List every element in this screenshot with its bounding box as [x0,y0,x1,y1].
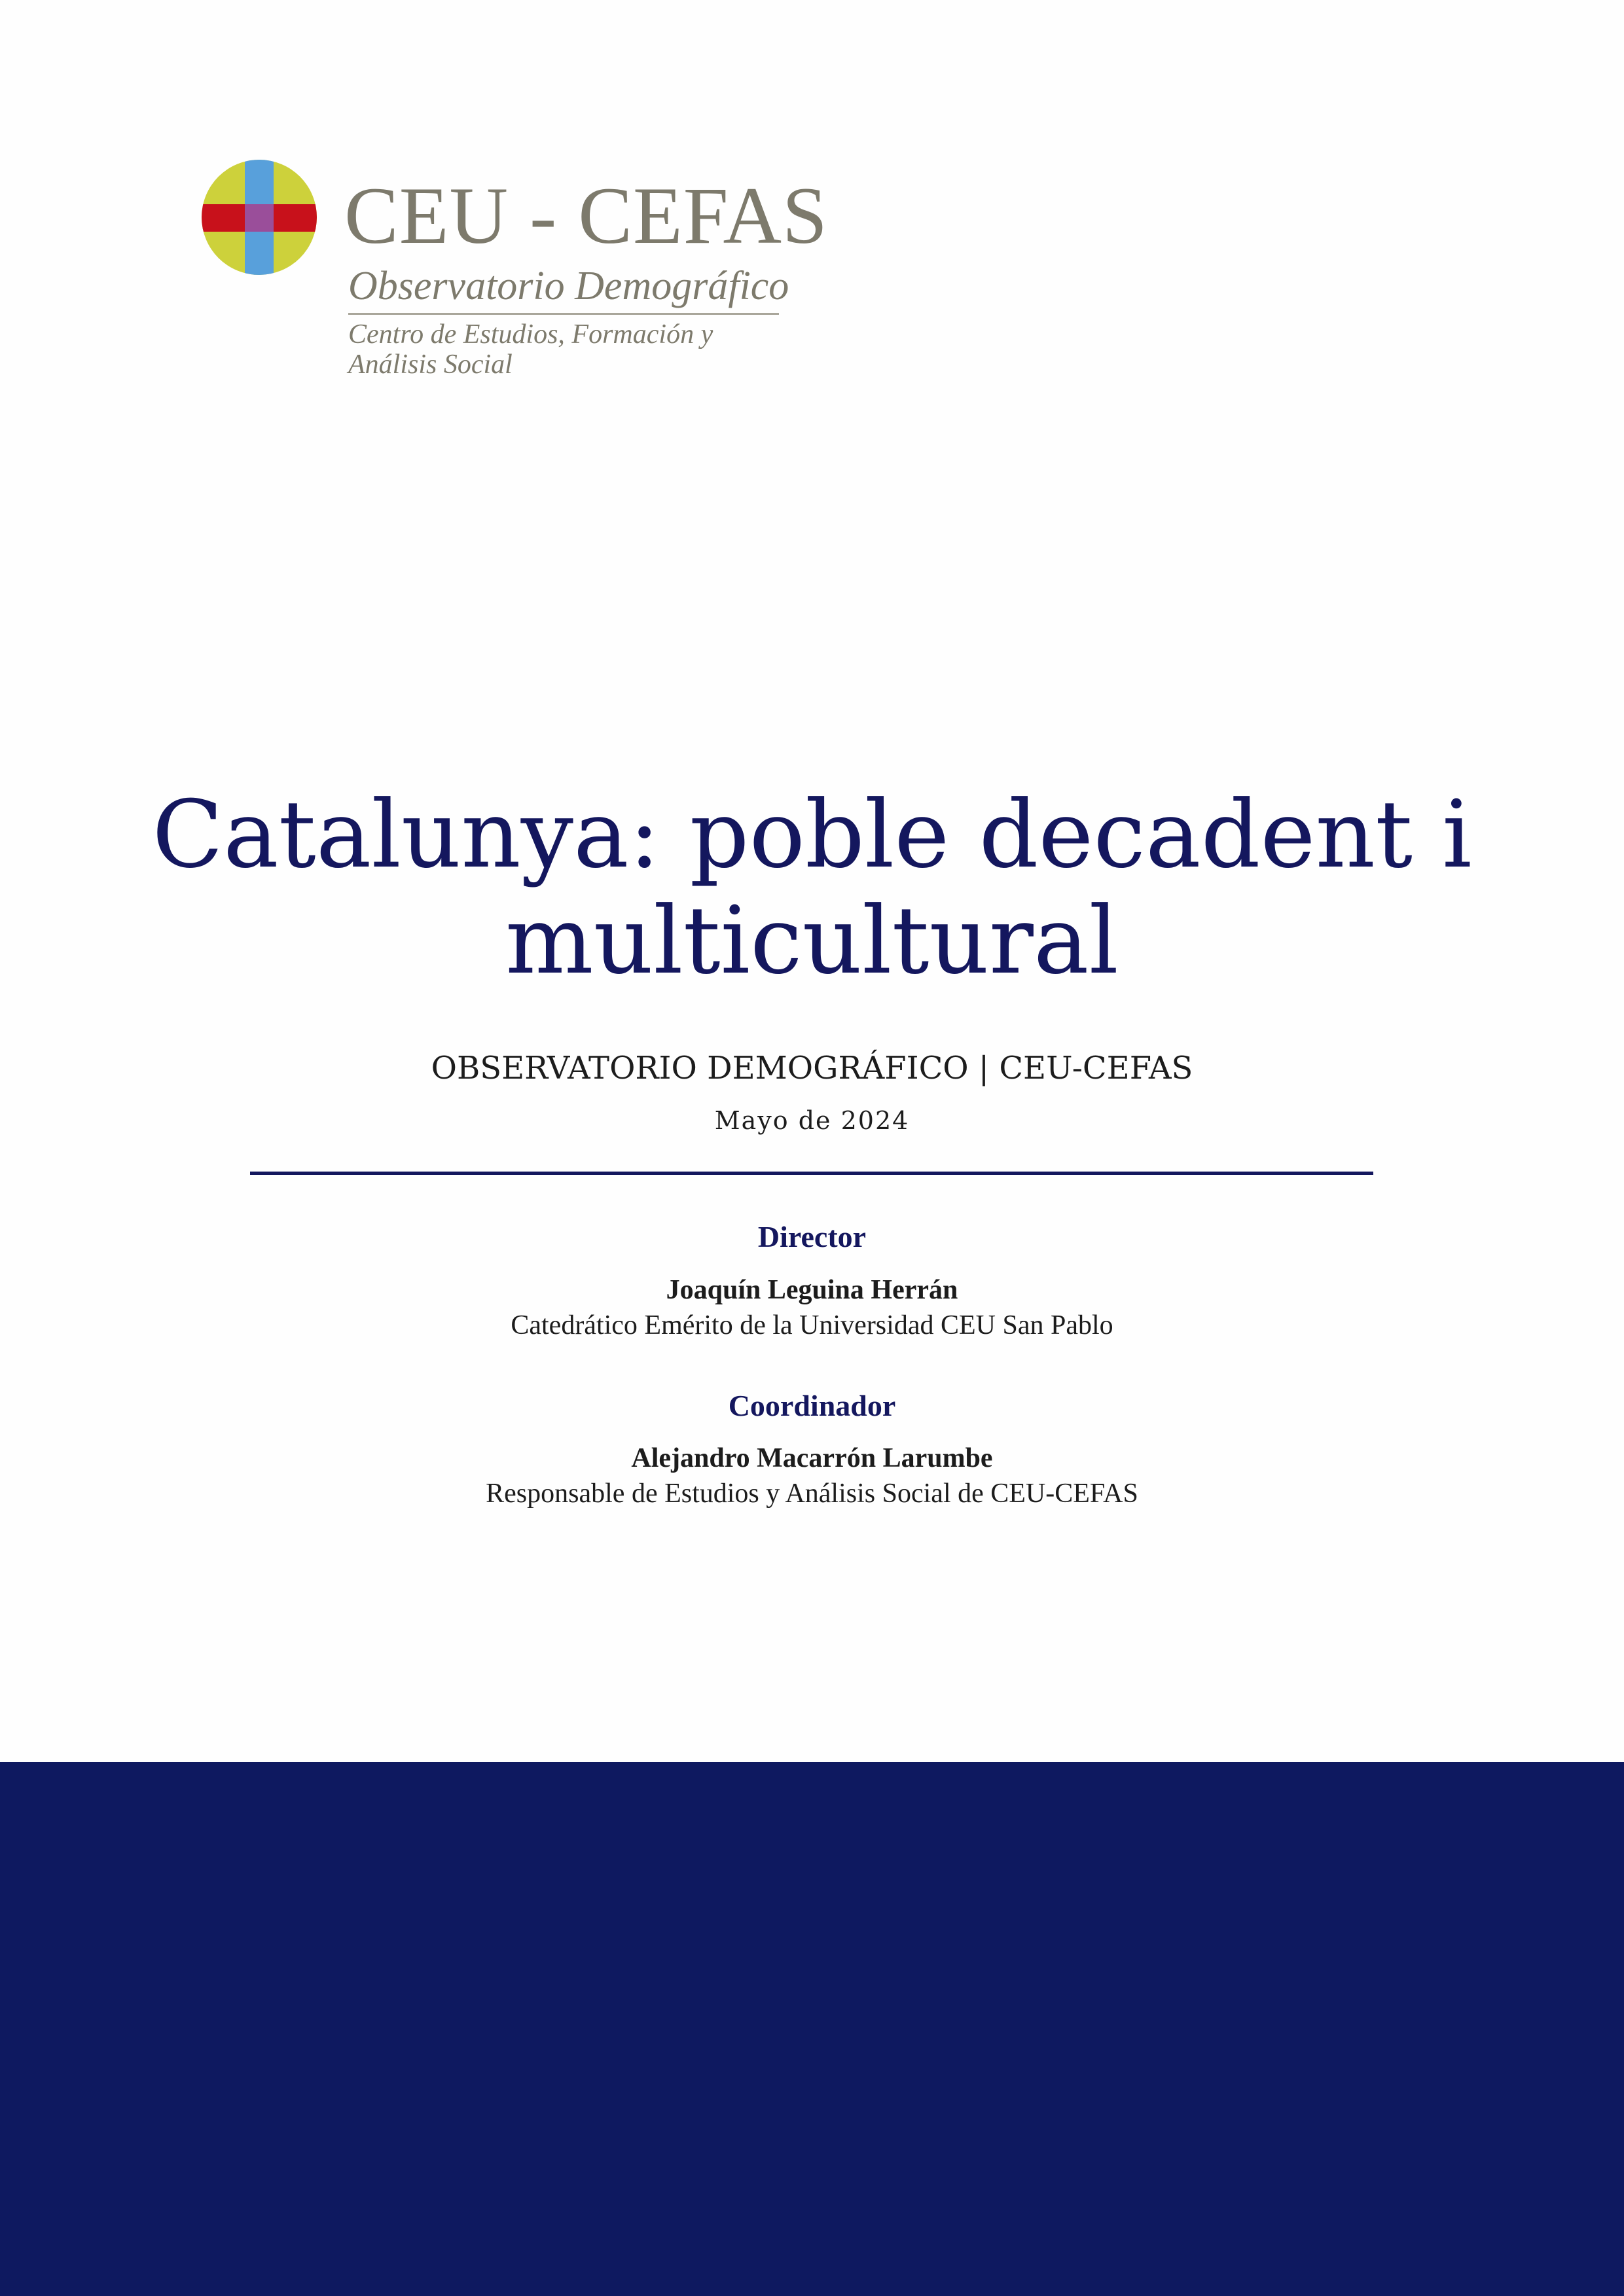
document-title-line2: multicultural [505,887,1119,995]
director-name: Joaquín Leguina Herrán [666,1275,958,1305]
logo [200,158,829,381]
logo-divider [348,313,779,315]
coordinator-name: Alejandro Macarrón Larumbe [631,1443,993,1473]
cross-circle-emblem-icon [200,158,318,276]
logo-tagline-line2: Análisis Social [348,350,513,380]
director-heading: Director [757,1220,867,1253]
logo-subtitle: Observatorio Demográfico [348,264,789,308]
director-role: Catedrático Emérito de la Universidad CEU San Pablo [511,1310,1113,1340]
document-date: Mayo de 2024 [714,1106,910,1135]
logo-tagline-line1: Centro de Estudios, Formación y [348,319,713,350]
logo-tagline [348,319,713,380]
footer-band [0,1762,1624,2296]
section-divider [250,1172,1373,1175]
document-title [0,782,1624,994]
document-subtitle: OBSERVATORIO DEMOGRÁFICO | CEU-CEFAS [431,1050,1193,1086]
coordinator-heading: Coordinador [728,1389,896,1422]
document-title-line1: Catalunya: poble decadent i [152,781,1472,889]
coordinator-role: Responsable de Estudios y Análisis Social de CEU-CEFAS [486,1479,1138,1509]
logo-name: CEU - CEFAS [344,171,829,260]
